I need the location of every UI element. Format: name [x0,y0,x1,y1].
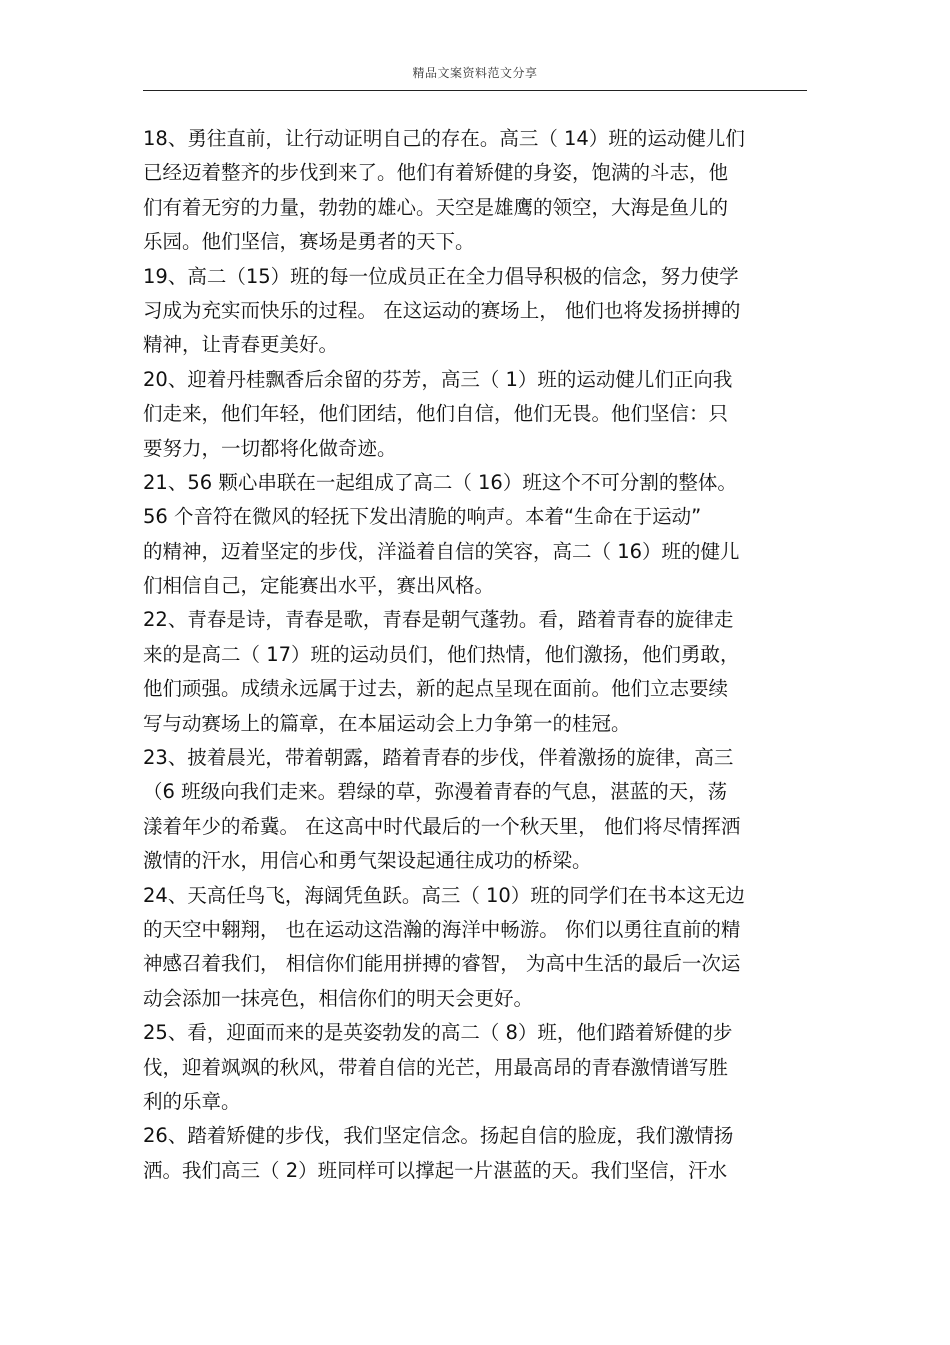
text-line: 21、56 颗心串联在一起组成了高二（ 16）班这个不可分割的整体。 [143,470,737,494]
document-body [143,122,807,1188]
text-line: 56 个音符在微风的轻抚下发出清脆的响声。本着“生命在于运动” [143,505,702,529]
text-line: 精神，让青春更美好。 [143,333,339,357]
text-line: 要努力，一切都将化做奇迹。 [143,436,397,460]
header-divider [143,90,807,91]
text-line: 伐，迎着飒飒的秋风，带着自信的光芒，用最高昂的青春激情谱写胜 [143,1055,729,1079]
text-line: 动会添加一抹亮色，相信你们的明天会更好。 [143,986,534,1010]
text-line: 神感召着我们， 相信你们能用拼搏的睿智， 为高中生活的最后一次运 [143,952,741,976]
text-line: 激情的汗水，用信心和勇气架设起通往成功的桥梁。 [143,849,592,873]
text-line: 已经迈着整齐的步伐到来了。他们有着矫健的身姿，饱满的斗志，他 [143,161,729,185]
text-line: 23、披着晨光，带着朝露，踏着青春的步伐，伴着激扬的旋律，高三 [143,746,734,770]
text-line: 漾着年少的希冀。 在这高中时代最后的一个秋天里， 他们将尽情挥洒 [143,814,741,838]
text-line: 写与动赛场上的篇章，在本届运动会上力争第一的桂冠。 [143,711,631,735]
text-line: 利的乐章。 [143,1089,241,1113]
text-line: 们有着无穷的力量，勃勃的雄心。天空是雄鹰的领空，大海是鱼儿的 [143,195,729,219]
text-line: 18、勇往直前，让行动证明自己的存在。高三（ 14）班的运动健儿们 [143,127,745,150]
text-line: 习成为充实而快乐的过程。 在这运动的赛场上， 他们也将发扬拼搏的 [143,298,741,322]
text-line: 洒。我们高三（ 2）班同样可以撑起一片湛蓝的天。我们坚信，汗水 [143,1158,728,1182]
page-header-title: 精品文案资料范文分享 [412,66,538,80]
text-line: 的精神，迈着坚定的步伐，洋溢着自信的笑容，高二（ 16）班的健儿 [143,539,740,563]
text-line: 他们顽强。成绩永远属于过去，新的起点呈现在面前。他们立志要续 [143,677,729,701]
text-line: 的天空中翱翔， 也在运动这浩瀚的海洋中畅游。 你们以勇往直前的精 [143,917,741,941]
text-line: 22、青春是诗，青春是歌，青春是朝气蓬勃。看，踏着青春的旋律走 [143,608,734,632]
text-line: 24、天高任鸟飞，海阔凭鱼跃。高三（ 10）班的同学们在书本这无边 [143,883,745,907]
text-line: 乐园。他们坚信，赛场是勇者的天下。 [143,230,475,254]
text-line: （6 班级向我们走来。碧绿的草，弥漫着青春的气息，湛蓝的天，荡 [143,780,728,804]
text-line: 来的是高二（ 17）班的运动员们，他们热情，他们激扬，他们勇敢， [143,642,740,666]
text-line: 19、高二（15）班的每一位成员正在全力倡导积极的信念，努力使学 [143,264,739,288]
text-line: 26、踏着矫健的步伐，我们坚定信念。扬起自信的脸庞，我们激情扬 [143,1124,734,1148]
text-line: 们走来，他们年轻，他们团结，他们自信，他们无畏。他们坚信：只 [143,402,729,426]
text-line: 20、迎着丹桂飘香后余留的芬芳，高三（ 1）班的运动健儿们正向我 [143,367,733,391]
text-line: 25、看，迎面而来的是英姿勃发的高二（ 8）班，他们踏着矫健的步 [143,1021,733,1045]
text-line: 们相信自己，定能赛出水平，赛出风格。 [143,574,495,598]
